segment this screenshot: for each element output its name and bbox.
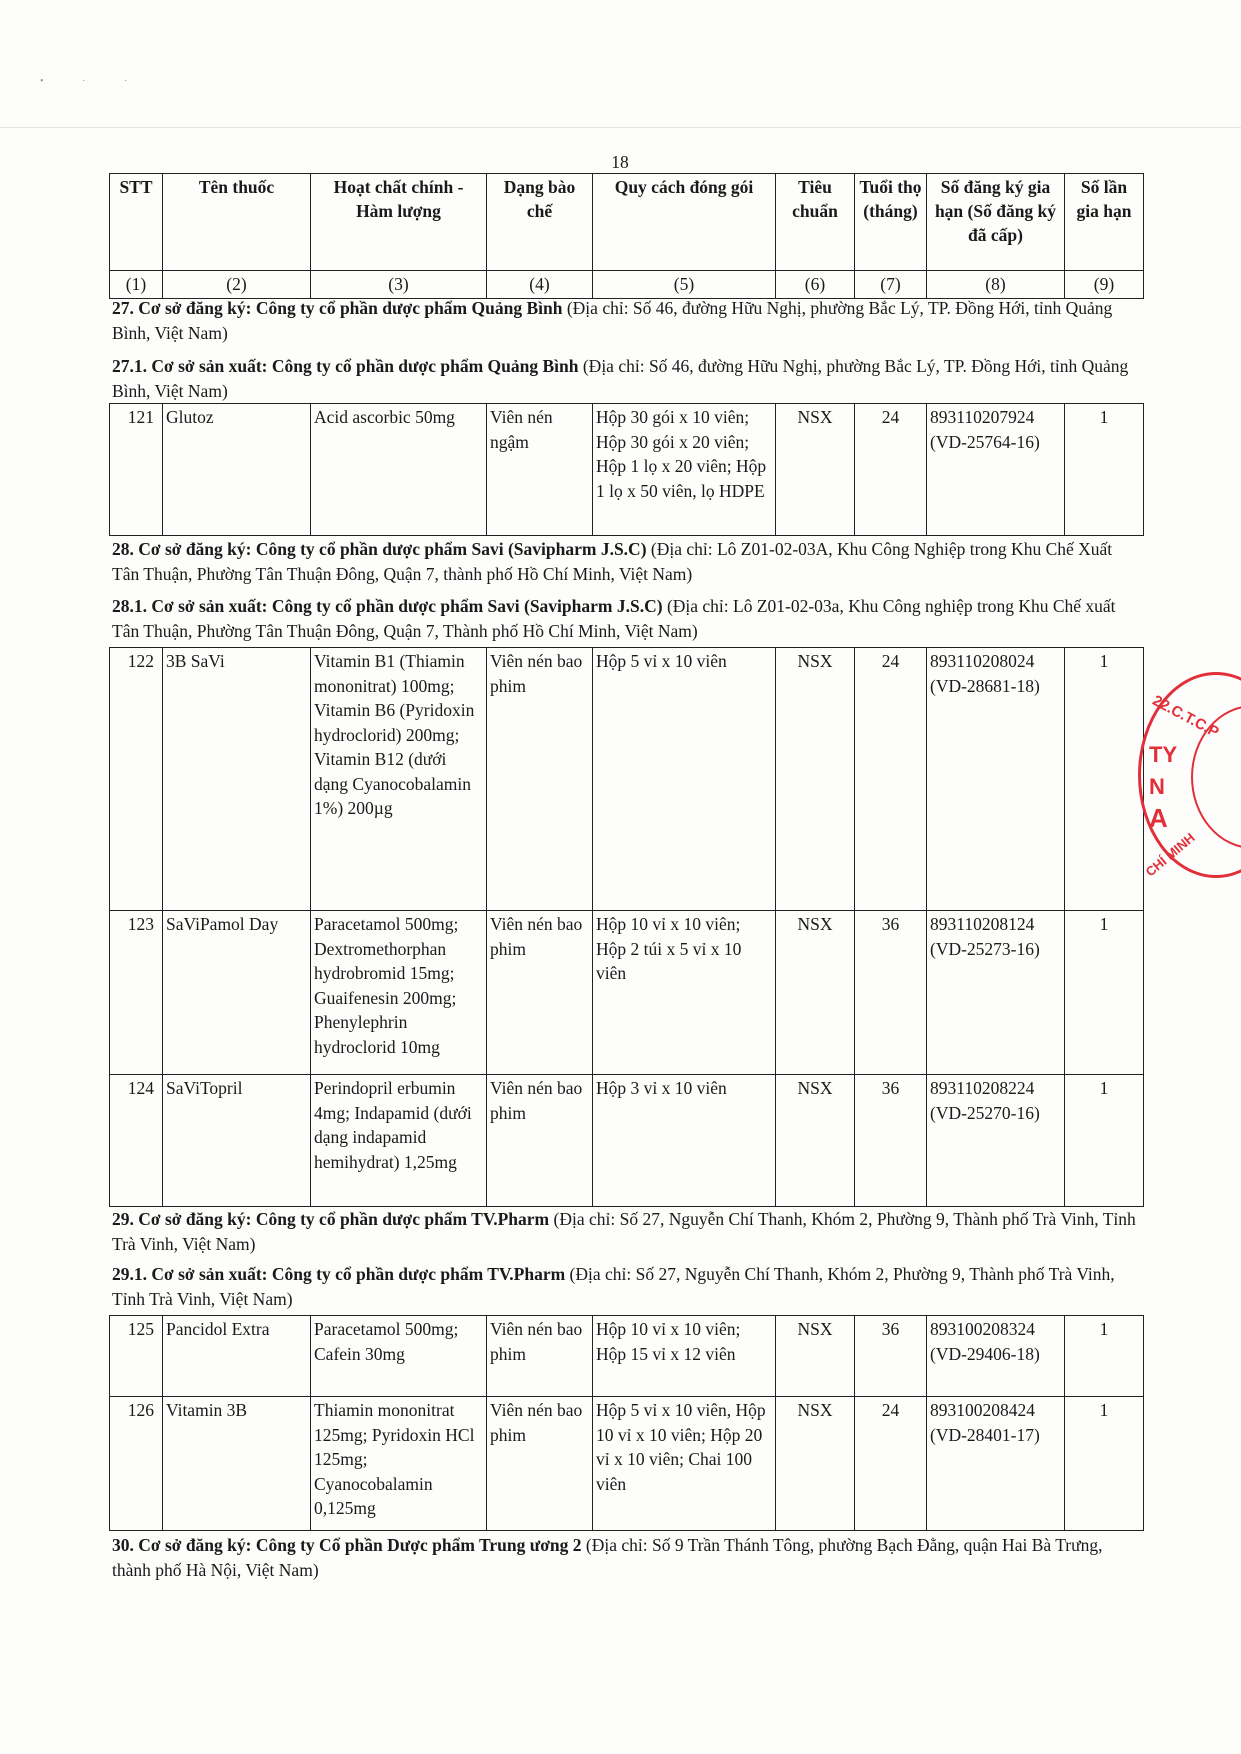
table-section-27 — [109, 403, 1144, 536]
cell-pack: Hộp 30 gói x 10 viên; Hộp 30 gói x 20 viên; Hộp 1 lọ x 20 viên; Hộp 1 lọ x 50 viên, lọ HDPE — [593, 404, 776, 536]
cell-ingredient: Thiamin mononitrat 125mg; Pyridoxin HCl 125mg; Cyanocobalamin 0,125mg — [311, 1397, 487, 1531]
col-header-ingredient: Hoạt chất chính - Hàm lượng — [311, 174, 487, 271]
cell-renewals: 1 — [1065, 911, 1144, 1075]
cell-stt: 124 — [110, 1075, 163, 1207]
col-header-pack: Quy cách đóng gói — [593, 174, 776, 271]
cell-stt: 121 — [110, 404, 163, 536]
cell-shelf-life: 36 — [855, 1316, 927, 1397]
cell-shelf-life: 36 — [855, 911, 927, 1075]
cell-form: Viên nén bao phim — [487, 1316, 593, 1397]
col-num: (9) — [1065, 271, 1144, 299]
cell-stt: 126 — [110, 1397, 163, 1531]
seal-text: N — [1149, 774, 1165, 799]
cell-shelf-life: 24 — [855, 1397, 927, 1531]
cell-stt: 125 — [110, 1316, 163, 1397]
cell-renewals: 1 — [1065, 1316, 1144, 1397]
cell-reg-number: 893110207924 (VD-25764-16) — [927, 404, 1065, 536]
cell-drug-name: Pancidol Extra — [163, 1316, 311, 1397]
col-num: (5) — [593, 271, 776, 299]
cell-renewals: 1 — [1065, 1075, 1144, 1207]
col-num: (8) — [927, 271, 1065, 299]
cell-pack: Hộp 10 vỉ x 10 viên; Hộp 2 túi x 5 vỉ x 10 viên — [593, 911, 776, 1075]
cell-standard: NSX — [776, 404, 855, 536]
cell-stt: 123 — [110, 911, 163, 1075]
cell-ingredient: Paracetamol 500mg; Cafein 30mg — [311, 1316, 487, 1397]
cell-standard: NSX — [776, 1316, 855, 1397]
section-28-1-manufacturer: 28.1. Cơ sở sản xuất: Công ty cổ phần dược phẩm Savi (Savipharm J.S.C) (Địa chỉ: Lô Z01-02-03a, Khu Công nghiệp trong Khu Chế xuất Tân Thuận, Phường Tân Thuận Đông, Quận 7, Thành phố Hồ Chí Minh, Việt Nam) — [112, 596, 1116, 641]
col-header-standard: Tiêu chuẩn — [776, 174, 855, 271]
cell-pack: Hộp 5 vỉ x 10 viên, Hộp 10 vỉ x 10 viên; Hộp 20 vỉ x 10 viên; Chai 100 viên — [593, 1397, 776, 1531]
company-seal-stamp — [1138, 672, 1241, 878]
page-top-divider — [0, 127, 1241, 128]
cell-stt: 122 — [110, 648, 163, 911]
cell-reg-number: 893110208024 (VD-28681-18) — [927, 648, 1065, 911]
table-section-28 — [109, 647, 1144, 1207]
seal-text: A — [1149, 803, 1168, 833]
seal-text: TY — [1149, 742, 1178, 767]
scan-marks: • · · — [40, 76, 146, 87]
cell-renewals: 1 — [1065, 1397, 1144, 1531]
cell-reg-number: 893110208124 (VD-25273-16) — [927, 911, 1065, 1075]
cell-ingredient: Perindopril erbumin 4mg; Indapamid (dưới dạng indapamid hemihydrat) 1,25mg — [311, 1075, 487, 1207]
cell-drug-name: 3B SaVi — [163, 648, 311, 911]
cell-form: Viên nén bao phim — [487, 911, 593, 1075]
cell-form: Viên nén bao phim — [487, 1397, 593, 1531]
table-section-29 — [109, 1315, 1144, 1531]
col-header-shelf-life: Tuổi thọ (tháng) — [855, 174, 927, 271]
section-27-1-manufacturer: 27.1. Cơ sở sản xuất: Công ty cổ phần dược phẩm Quảng Bình (Địa chỉ: Số 46, đường Hữu Nghị, phường Bắc Lý, TP. Đồng Hới, tỉnh Quảng Bình, Việt Nam) — [112, 356, 1129, 401]
table-row — [110, 1397, 1144, 1531]
table-row — [110, 1075, 1144, 1207]
cell-form: Viên nén bao phim — [487, 648, 593, 911]
section-29-registrant: 29. Cơ sở đăng ký: Công ty cổ phần dược phẩm TV.Pharm (Địa chỉ: Số 27, Nguyễn Chí Thanh, Khóm 2, Phường 9, Thành phố Trà Vinh, Tỉnh Trà Vinh, Việt Nam) — [112, 1209, 1136, 1254]
section-27-registrant: 27. Cơ sở đăng ký: Công ty cổ phần dược phẩm Quảng Bình (Địa chỉ: Số 46, đường Hữu Nghị, phường Bắc Lý, TP. Đồng Hới, tỉnh Quảng Bình, Việt Nam) — [112, 298, 1113, 343]
cell-reg-number: 893110208224 (VD-25270-16) — [927, 1075, 1065, 1207]
cell-standard: NSX — [776, 648, 855, 911]
col-header-form: Dạng bào chế — [487, 174, 593, 271]
cell-shelf-life: 24 — [855, 648, 927, 911]
col-num: (7) — [855, 271, 927, 299]
cell-renewals: 1 — [1065, 404, 1144, 536]
cell-drug-name: SaViPamol Day — [163, 911, 311, 1075]
col-num: (3) — [311, 271, 487, 299]
cell-renewals: 1 — [1065, 648, 1144, 911]
col-num: (2) — [163, 271, 311, 299]
col-num: (4) — [487, 271, 593, 299]
cell-form: Viên nén bao phim — [487, 1075, 593, 1207]
table-row — [110, 648, 1144, 911]
col-header-reg-number: Số đăng ký gia hạn (Số đăng ký đã cấp) — [927, 174, 1065, 271]
col-num: (1) — [110, 271, 163, 299]
seal-text: 22.C.T.C.P — [1149, 692, 1222, 742]
cell-pack: Hộp 10 vỉ x 10 viên; Hộp 15 vỉ x 12 viên — [593, 1316, 776, 1397]
col-header-stt: STT — [110, 174, 163, 271]
cell-standard: NSX — [776, 1397, 855, 1531]
col-num: (6) — [776, 271, 855, 299]
seal-text: CHÍ MINH — [1142, 829, 1198, 880]
col-header-renewals: Số lần gia hạn — [1065, 174, 1144, 271]
section-29-1-manufacturer: 29.1. Cơ sở sản xuất: Công ty cổ phần dược phẩm TV.Pharm (Địa chỉ: Số 27, Nguyễn Chí Thanh, Khóm 2, Phường 9, Thành phố Trà Vinh, Tỉnh Trà Vinh, Việt Nam) — [112, 1264, 1115, 1309]
cell-pack: Hộp 3 vỉ x 10 viên — [593, 1075, 776, 1207]
cell-ingredient: Acid ascorbic 50mg — [311, 404, 487, 536]
cell-ingredient: Vitamin B1 (Thiamin mononitrat) 100mg; Vitamin B6 (Pyridoxin hydroclorid) 200mg; Vitamin B12 (dưới dạng Cyanocobalamin 1%) 200µg — [311, 648, 487, 911]
table-row — [110, 1316, 1144, 1397]
cell-pack: Hộp 5 vỉ x 10 viên — [593, 648, 776, 911]
cell-reg-number: 893100208324 (VD-29406-18) — [927, 1316, 1065, 1397]
cell-shelf-life: 24 — [855, 404, 927, 536]
cell-drug-name: SaViTopril — [163, 1075, 311, 1207]
table-row — [110, 911, 1144, 1075]
section-30-registrant: 30. Cơ sở đăng ký: Công ty Cổ phần Dược phẩm Trung ương 2 (Địa chỉ: Số 9 Trần Thánh Tông, phường Bạch Đằng, quận Hai Bà Trưng, thành phố Hà Nội, Việt Nam) — [112, 1535, 1103, 1580]
cell-drug-name: Glutoz — [163, 404, 311, 536]
cell-standard: NSX — [776, 911, 855, 1075]
cell-reg-number: 893100208424 (VD-28401-17) — [927, 1397, 1065, 1531]
cell-shelf-life: 36 — [855, 1075, 927, 1207]
header-table — [109, 173, 1144, 299]
page-number: 18 — [611, 152, 629, 172]
cell-standard: NSX — [776, 1075, 855, 1207]
table-row — [110, 404, 1144, 536]
cell-form: Viên nén ngậm — [487, 404, 593, 536]
cell-ingredient: Paracetamol 500mg; Dextromethorphan hydrobromid 15mg; Guaifenesin 200mg; Phenylephrin hydroclorid 10mg — [311, 911, 487, 1075]
section-28-registrant: 28. Cơ sở đăng ký: Công ty cổ phần dược phẩm Savi (Savipharm J.S.C) (Địa chỉ: Lô Z01-02-03A, Khu Công Nghiệp trong Khu Chế Xuất Tân Thuận, Phường Tân Thuận Đông, Quận 7, thành phố Hồ Chí Minh, Việt Nam) — [112, 539, 1113, 584]
col-header-name: Tên thuốc — [163, 174, 311, 271]
cell-drug-name: Vitamin 3B — [163, 1397, 311, 1531]
